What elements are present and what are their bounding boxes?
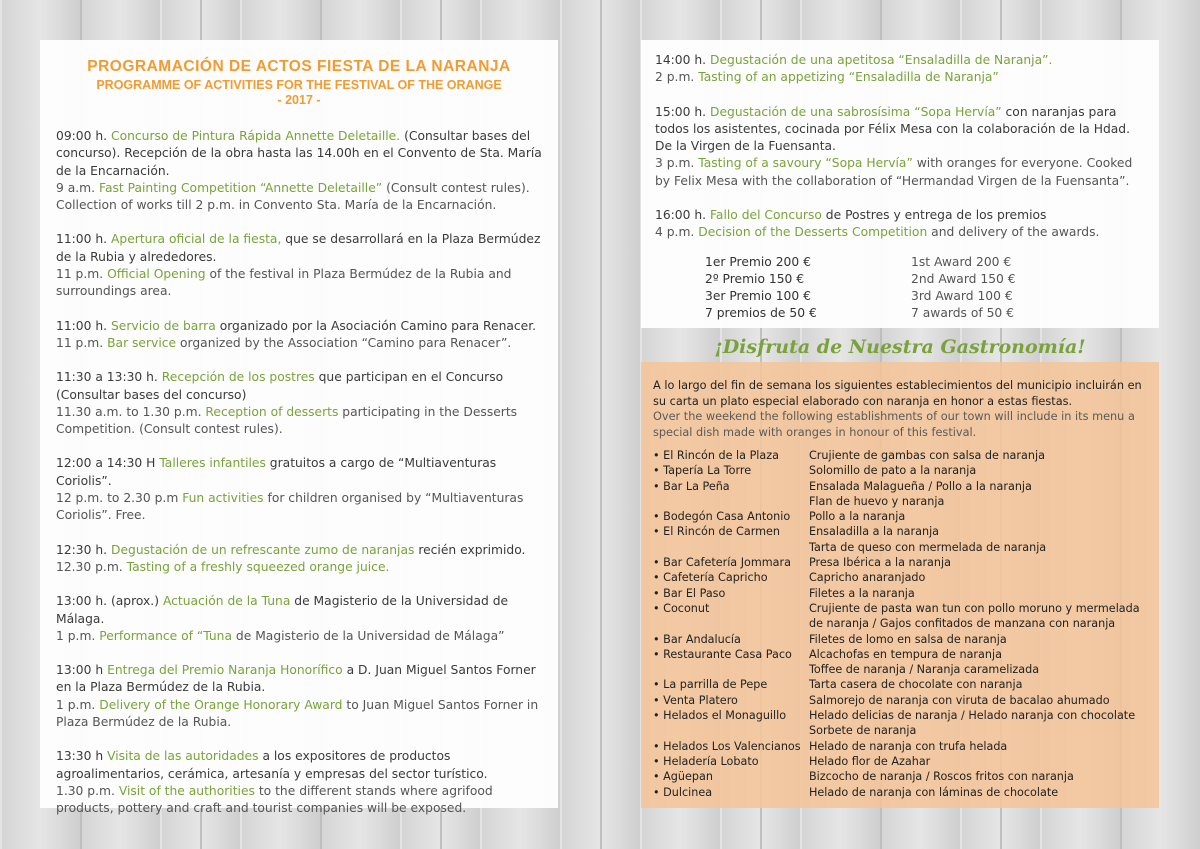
list-item <box>653 708 1151 723</box>
event-highlight: Visita de las autoridades <box>107 749 259 764</box>
event-highlight: Entrega del Premio Naranja Honorífico <box>107 663 343 678</box>
list-item <box>653 555 1151 570</box>
list-item <box>653 463 1151 478</box>
event-en <box>56 404 544 439</box>
event-time-en: 11 p.m. <box>56 267 104 282</box>
dish-name: Helado de naranja con láminas de chocolate <box>809 785 1059 799</box>
event-details: con naranjas para todos los asistentes, cocinada por Félix Mesa con la colaboración de la Hdad. De la Virgen de la Fuensanta. <box>655 104 1130 154</box>
event-item <box>56 542 544 577</box>
list-item <box>653 448 1151 463</box>
list-item <box>653 739 1151 754</box>
event-highlight: Actuación de la Tuna <box>162 594 291 609</box>
event-item <box>56 662 544 731</box>
list-item <box>653 769 1151 784</box>
event-details-en: (Consult contest rules). Collection of works till 2 p.m. in Convento Sta. María de la Encarnación. <box>56 180 530 213</box>
establishment-name: • Helados Los Valencianos <box>653 739 801 753</box>
event-time: 09:00 h. <box>56 129 108 143</box>
event-item <box>655 207 1147 242</box>
event-highlight: Apertura oficial de la fiesta, <box>110 232 282 247</box>
event-details: de Postres y entrega de los premios <box>821 208 1047 223</box>
establishment-name: • Restaurante Casa Paco <box>653 647 792 661</box>
event-item <box>56 318 544 353</box>
prize-en: 2nd Award 150 € <box>911 272 1016 286</box>
event-time-en: 12 p.m. to 2.30 p.m <box>56 491 179 506</box>
event-details: (Consultar bases del concurso). Recepción de la obra hasta las 14.00h en el Convento de Sta. María de la Encarnación. <box>56 129 542 178</box>
event-time-en: 3 p.m. <box>655 156 695 171</box>
prize-en: 7 awards of 50 € <box>911 306 1014 320</box>
event-es <box>56 369 544 404</box>
event-en <box>56 490 544 525</box>
dish-name: Crujiente de gambas con salsa de naranja <box>809 449 1045 462</box>
establishment-name: • El Rincón de la Plaza <box>653 449 780 462</box>
event-time-en: 2 p.m. <box>655 70 695 85</box>
event-item <box>56 593 544 645</box>
event-es <box>655 207 1147 224</box>
establishment-name: • La parrilla de Pepe <box>653 678 768 692</box>
list-item <box>653 723 1151 738</box>
event-time-en: 1 p.m. <box>56 697 96 712</box>
dish-name: Toffee de naranja / Naranja caramelizada <box>809 663 1040 677</box>
establishment-name: • Bar La Peña <box>653 479 730 493</box>
event-time-en: 1 p.m. <box>56 628 96 643</box>
prize-row <box>705 305 1135 322</box>
list-item <box>653 754 1151 769</box>
list-item <box>653 570 1151 585</box>
programme-panel <box>40 40 558 816</box>
establishment-name: • Venta Platero <box>653 693 738 707</box>
event-item <box>56 369 544 438</box>
event-en <box>56 180 544 215</box>
list-item <box>653 662 1151 677</box>
event-time: 11:30 a 13:30 h. <box>56 370 158 385</box>
event-time: 12:00 a 14:30 H <box>56 456 156 471</box>
event-details: de Magisterio de la Universidad de Málaga. <box>56 594 509 626</box>
event-item <box>56 748 544 817</box>
event-time: 16:00 h. <box>655 208 707 223</box>
events-list-continued <box>655 52 1147 259</box>
event-highlight-en: Bar service <box>107 335 177 350</box>
event-details-en: organized by the Association “Camino para Renacer”. <box>176 335 512 350</box>
event-time: 11:00 h. <box>56 232 108 247</box>
dish-name: Ensalada Malagueña / Pollo a la naranja <box>809 479 1032 493</box>
dish-name: de naranja / Gajos confitados de manzana con naranja <box>809 617 1116 631</box>
event-time: 13:00 h <box>56 663 104 678</box>
event-details-en: to Juan Miguel Santos Forner in Plaza Bermúdez de la Rubia. <box>56 697 539 730</box>
event-time-en: 11.30 a.m. to 1.30 p.m. <box>56 404 202 419</box>
list-item <box>653 616 1151 631</box>
event-highlight: Servicio de barra <box>110 318 216 333</box>
establishment-name: • Bodegón Casa Antonio <box>653 510 791 524</box>
dish-name: Solomillo de pato a la naranja <box>809 464 977 478</box>
list-item <box>653 479 1151 494</box>
programme-panel-continued <box>641 40 1159 328</box>
list-item <box>653 785 1151 800</box>
event-highlight-en: Official Opening <box>107 267 206 282</box>
establishment-name: • Coconut <box>653 601 710 615</box>
event-highlight: Talleres infantiles <box>159 456 266 471</box>
event-es <box>56 748 544 783</box>
establishment-name: • Dulcinea <box>653 785 713 799</box>
event-highlight-en: Performance of “Tuna <box>99 628 232 643</box>
event-highlight-en: Reception of desserts <box>205 404 339 419</box>
dish-name: Bizcocho de naranja / Roscos fritos con naranja <box>809 770 1074 784</box>
dish-name: Salmorejo de naranja con viruta de bacalao ahumado <box>809 693 1110 707</box>
event-highlight-en: Fast Painting Competition “Annette Deletaille” <box>99 180 383 195</box>
prize-en: 3rd Award 100 € <box>911 289 1013 303</box>
event-details-en: and delivery of the awards. <box>927 225 1100 240</box>
event-en <box>56 783 544 818</box>
establishment-name: • Tapería La Torre <box>653 464 752 478</box>
event-highlight-en: Delivery of the Orange Honorary Award <box>99 697 343 712</box>
dish-name: Filetes de lomo en salsa de naranja <box>809 632 1007 646</box>
dish-name: Filetes a la naranja <box>809 586 915 600</box>
event-en <box>56 266 544 301</box>
prize-es: 3er Premio 100 € <box>705 289 811 303</box>
dish-name: Tarta de queso con mermelada de naranja <box>809 540 1047 554</box>
establishment-name: • Bar El Paso <box>653 586 726 600</box>
event-time: 15:00 h. <box>655 104 707 119</box>
gastronomy-intro-en: Over the weekend the following establishments of our town will include in its menu a special dish made with oranges in honour of this festival. <box>653 410 1135 439</box>
establishment-name <box>653 662 809 677</box>
establishment-name <box>653 540 809 555</box>
title-en: PROGRAMME OF ACTIVITIES FOR THE FESTIVAL OF THE ORANGE <box>96 78 502 92</box>
event-details-en: participating in the Desserts Competition. (Consult contest rules). <box>56 404 518 437</box>
event-time-en: 9 a.m. <box>56 180 96 195</box>
establishment-name <box>653 494 809 509</box>
event-details-en: for children organised by “Multiaventuras Coriolis”. Free. <box>56 491 524 523</box>
event-highlight: Degustación de una sabrosísima “Sopa Hervía” <box>709 104 1002 119</box>
dish-name: Ensaladilla a la naranja <box>809 525 940 539</box>
list-item <box>653 632 1151 647</box>
gastronomy-panel <box>641 362 1159 808</box>
establishment-name: • Cafetería Capricho <box>653 571 768 585</box>
events-list <box>56 128 544 835</box>
event-en <box>56 628 544 645</box>
event-es <box>56 593 544 628</box>
event-details: que se desarrollará en la Plaza Bermúdez de la Rubia y alrededores. <box>56 232 541 264</box>
list-item <box>653 601 1151 616</box>
event-time: 12:30 h. <box>56 542 108 557</box>
establishment-name: • Agüepan <box>653 770 713 784</box>
establishment-name: • Heladería Lobato <box>653 754 759 768</box>
prize-es: 2º Premio 150 € <box>705 272 805 286</box>
dish-name: Helado de naranja con trufa helada <box>809 739 1008 753</box>
event-highlight: Degustación de un refrescante zumo de naranjas <box>110 542 415 557</box>
list-item <box>653 677 1151 692</box>
event-details: gratuitos a cargo de “Multiaventuras Coriolis”. <box>56 456 497 488</box>
list-item <box>653 509 1151 524</box>
event-highlight: Fallo del Concurso <box>709 208 822 223</box>
event-time: 14:00 h. <box>655 53 707 67</box>
gastronomy-intro <box>653 378 1149 440</box>
event-es <box>56 231 544 266</box>
prize-es: 7 premios de 50 € <box>705 306 817 320</box>
list-item <box>653 494 1151 509</box>
event-es <box>56 318 544 335</box>
wood-plank-line <box>600 0 602 849</box>
event-details-en: with oranges for everyone. Cooked by Felix Mesa with the collaboration of “Hermandad Virgen de la Fuensanta”. <box>655 156 1133 188</box>
event-es <box>56 128 544 180</box>
list-item <box>653 693 1151 708</box>
event-details-en: of the festival in Plaza Bermúdez de la Rubia and surroundings area. <box>56 267 512 299</box>
event-time-en: 12.30 p.m. <box>56 559 123 574</box>
dish-name: Crujiente de pasta wan tun con pollo moruno y mermelada <box>809 601 1140 615</box>
establishment-name: • Bar Cafetería Jommara <box>653 556 791 570</box>
establishments-list <box>653 448 1151 800</box>
dish-name: Alcachofas en tempura de naranja <box>809 647 1002 661</box>
event-highlight: Degustación de una apetitosa “Ensaladilla de Naranja”. <box>709 53 1053 67</box>
event-en <box>655 69 1147 86</box>
event-time: 11:00 h. <box>56 318 108 333</box>
dish-name: Tarta casera de chocolate con naranja <box>809 678 1023 692</box>
event-highlight: Recepción de los postres <box>161 370 315 385</box>
event-item <box>56 455 544 524</box>
event-details-en: de Magisterio de la Universidad de Málaga” <box>232 628 505 643</box>
event-en <box>56 559 544 576</box>
event-item <box>56 128 544 214</box>
list-item <box>653 540 1151 555</box>
event-details: a los expositores de productos agroalimentarios, cerámica, artesanía y empresas del sector turístico. <box>56 749 488 781</box>
establishment-name: • Bar Andalucía <box>653 632 741 646</box>
prize-row <box>705 288 1135 305</box>
establishment-name <box>653 616 809 631</box>
event-item <box>56 231 544 300</box>
event-highlight-en: Tasting of a savoury “Sopa Hervía” <box>698 156 913 171</box>
list-item <box>653 647 1151 662</box>
event-highlight-en: Decision of the Desserts Competition <box>698 225 928 240</box>
title-es: PROGRAMACIÓN DE ACTOS FIESTA DE LA NARANJA <box>87 58 511 75</box>
title-year: - 2017 - <box>277 93 321 107</box>
event-en <box>655 224 1147 241</box>
dish-name: Capricho anaranjado <box>809 571 926 585</box>
event-en <box>56 335 544 352</box>
event-es <box>56 542 544 559</box>
event-time: 13:00 h. (aprox.) <box>56 594 160 609</box>
dish-name: Sorbete de naranja <box>809 724 917 738</box>
event-time-en: 4 p.m. <box>655 225 695 240</box>
programme-title <box>40 58 558 107</box>
event-es <box>56 455 544 490</box>
prize-row <box>705 254 1135 271</box>
dish-name: Helado delicias de naranja / Helado naranja con chocolate <box>809 709 1136 723</box>
dish-name: Pollo a la naranja <box>809 510 906 524</box>
event-highlight-en: Fun activities <box>182 491 264 506</box>
event-highlight-en: Tasting of a freshly squeezed orange juice. <box>126 559 390 574</box>
prize-es: 1er Premio 200 € <box>705 255 811 269</box>
event-details: organizado por la Asociación Camino para Renacer. <box>215 318 537 333</box>
event-details: a D. Juan Miguel Santos Forner en la Plaza Bermúdez de la Rubia. <box>56 663 536 695</box>
gastronomy-title: ¡Disfruta de Nuestra Gastronomía! <box>714 336 1086 358</box>
establishment-name: • Helados el Monaguillo <box>653 709 787 723</box>
event-details: que participan en el Concurso (Consultar bases del concurso) <box>56 370 504 402</box>
list-item <box>653 586 1151 601</box>
dish-name: Presa Ibérica a la naranja <box>809 556 951 570</box>
event-time-en: 11 p.m. <box>56 335 104 350</box>
event-item <box>655 52 1147 87</box>
event-time-en: 1.30 p.m. <box>56 783 115 798</box>
event-item <box>655 104 1147 190</box>
prizes-table <box>705 254 1135 322</box>
establishment-name: • El Rincón de Carmen <box>653 525 780 539</box>
event-es <box>56 662 544 697</box>
event-details-en: to the different stands where agrifood products, pottery and craft and tourist companies will be exposed. <box>56 783 493 816</box>
event-time: 13:30 h <box>56 749 104 764</box>
event-es <box>655 104 1147 156</box>
event-details: recién exprimido. <box>414 542 526 557</box>
list-item <box>653 524 1151 539</box>
dish-name: Flan de huevo y naranja <box>809 494 945 508</box>
dish-name: Helado flor de Azahar <box>809 754 931 768</box>
event-highlight-en: Visit of the authorities <box>118 783 255 798</box>
prize-en: 1st Award 200 € <box>911 255 1012 269</box>
gastronomy-intro-es: A lo largo del fin de semana los siguientes establecimientos del municipio incluirán en su carta un plato especial elaborado con naranja en honor a estas fiestas. <box>653 379 1142 408</box>
prize-row <box>705 271 1135 288</box>
event-highlight-en: Tasting of an appetizing “Ensaladilla de Naranja” <box>698 70 999 85</box>
establishment-name <box>653 723 809 738</box>
event-en <box>655 155 1147 190</box>
event-en <box>56 697 544 732</box>
event-es <box>655 52 1147 69</box>
event-highlight: Concurso de Pintura Rápida Annette Deletaille. <box>110 129 401 143</box>
